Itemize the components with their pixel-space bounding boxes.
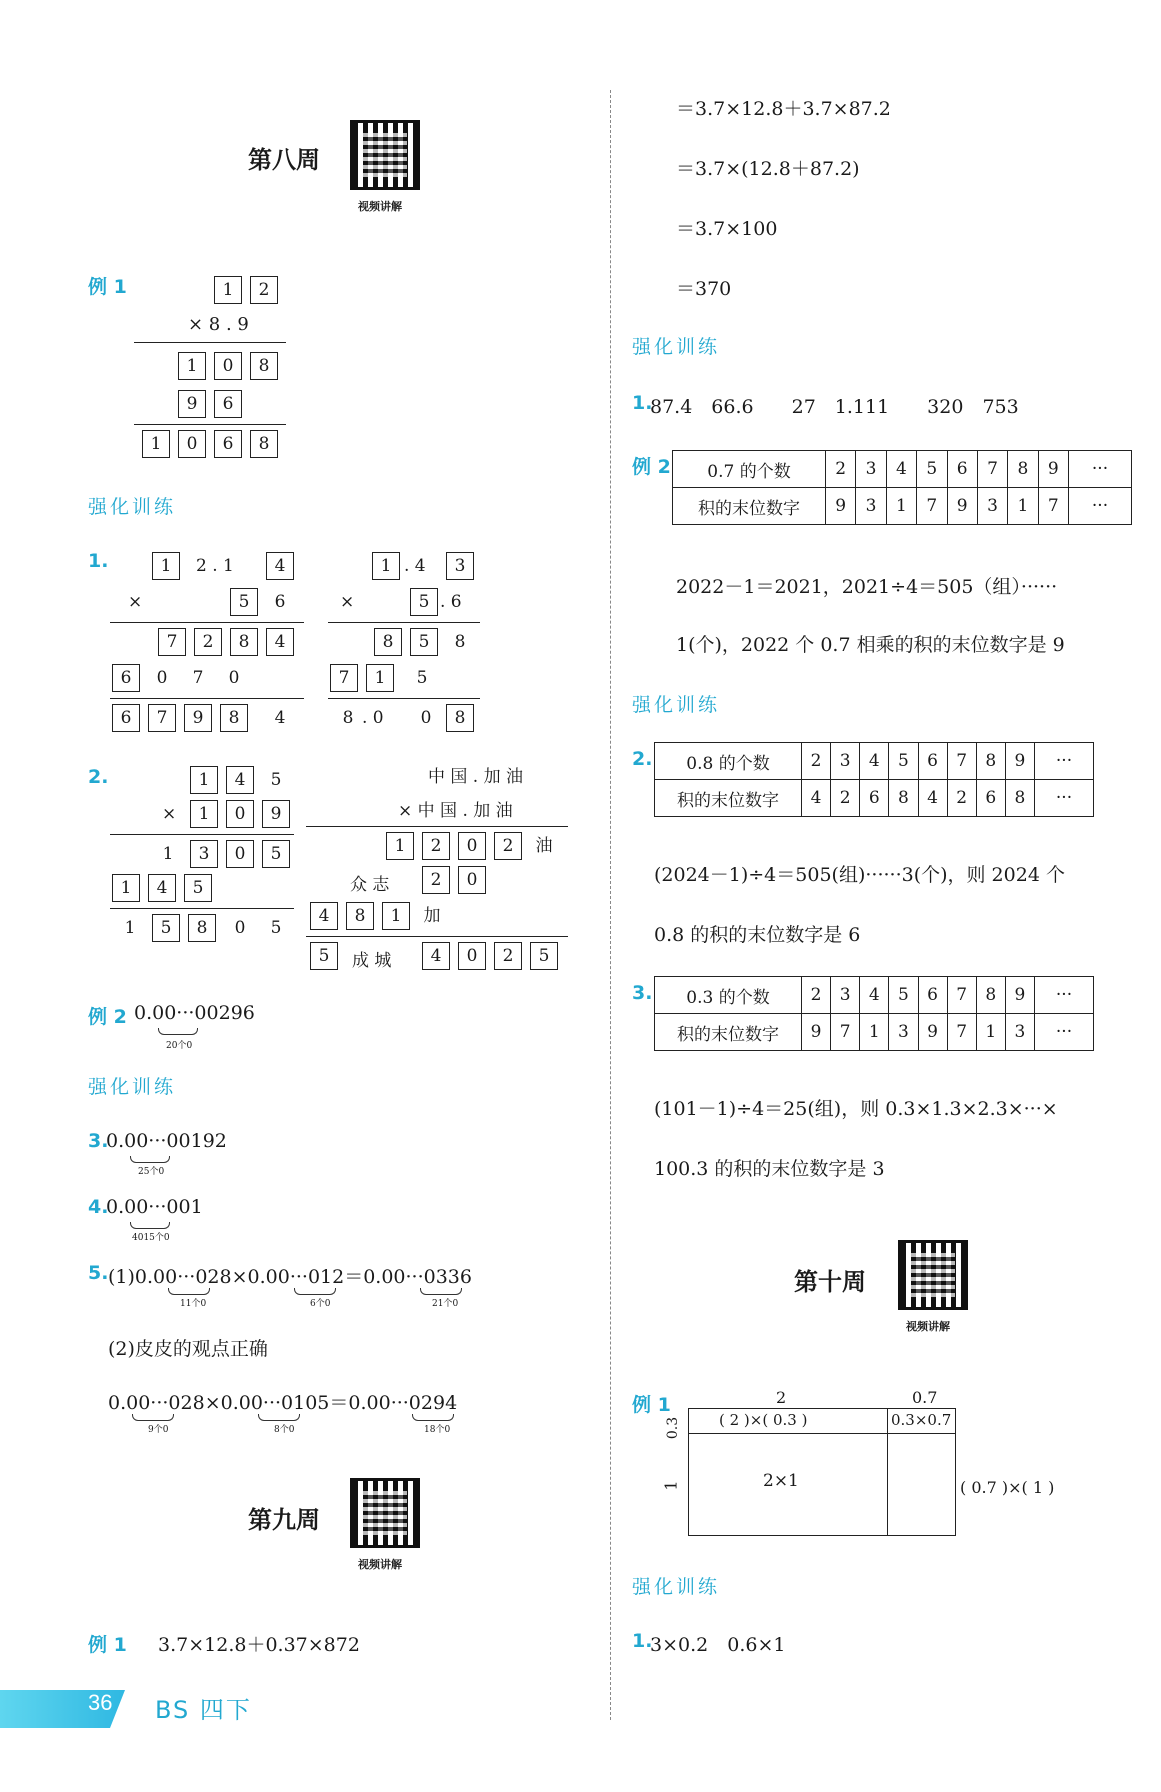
digit-box: 0	[226, 800, 254, 828]
calc-line: ＝370	[676, 278, 732, 300]
answer-text: (2)皮皮的观点正确	[108, 1338, 268, 1360]
answer-text: 0.8 的积的末位数字是 6	[654, 924, 861, 946]
question-number: 5.	[88, 1262, 109, 1284]
rule	[306, 826, 568, 827]
answer-text: 1(个)，2022 个 0.7 相乘的积的末位数字是 9	[676, 634, 1065, 656]
table-cell: 7	[947, 1014, 976, 1051]
table-cell: 9	[1005, 743, 1034, 780]
diagram-side-label: 1	[661, 1480, 681, 1491]
brace-note: 25个0	[138, 1167, 165, 1177]
digit-box: 0	[214, 352, 242, 380]
question-number: 1.	[632, 392, 653, 414]
table-header: 0.7 的个数	[673, 451, 826, 488]
qr-label: 视频讲解	[906, 1320, 950, 1333]
underbrace	[420, 1288, 462, 1295]
table-cell: 8	[1005, 780, 1034, 817]
digit: 1	[124, 918, 136, 938]
rule	[134, 424, 286, 425]
digit-box: 2	[494, 942, 522, 970]
table-cell: 4	[860, 977, 889, 1014]
table-cell: 3	[977, 488, 1007, 525]
diagram-cell: ( 2 )×( 0.3 )	[719, 1411, 808, 1429]
digit-box: 8	[250, 352, 278, 380]
answer-text: 3×0.2 0.6×1	[650, 1634, 786, 1656]
week8-title: 第八周	[248, 146, 320, 174]
calc-line: ＝3.7×100	[676, 218, 778, 240]
digit: 0	[234, 918, 246, 938]
table-cell: 4	[802, 780, 831, 817]
digit-box: 5	[262, 840, 290, 868]
digit-box: 3	[446, 552, 474, 580]
table-0-8	[654, 742, 1094, 817]
table-cell: ···	[1035, 743, 1094, 780]
question-number: 2.	[88, 766, 109, 788]
brace-note: 4015个0	[132, 1233, 170, 1243]
underbrace	[294, 1288, 336, 1295]
brace-note: 18个0	[424, 1425, 451, 1435]
digit: 油	[535, 836, 553, 856]
digit-box: 1	[178, 352, 206, 380]
digit-box: 5	[410, 628, 438, 656]
question-number: 1.	[88, 550, 109, 572]
table-cell: 2	[802, 743, 831, 780]
table-cell: 6	[976, 780, 1005, 817]
brace-note: 21个0	[432, 1299, 459, 1309]
example-label: 例 2	[632, 456, 671, 478]
digit: 8	[454, 632, 466, 652]
digit-box: 4	[422, 942, 450, 970]
table-cell: 8	[976, 743, 1005, 780]
digit-box: 0	[178, 430, 206, 458]
digit-box: 1	[382, 902, 410, 930]
digit-box: 9	[184, 704, 212, 732]
digits: 2 . 1	[196, 556, 234, 576]
digit-box: 5	[410, 588, 438, 616]
digit-box: 4	[266, 552, 294, 580]
digit-box: 1	[386, 832, 414, 860]
table-cell: 3	[1005, 1014, 1034, 1051]
digit-box: 8	[230, 628, 258, 656]
diagram-vline	[887, 1409, 888, 1535]
table-cell: 9	[802, 1014, 831, 1051]
underbrace	[130, 1222, 170, 1229]
digits: . 0	[362, 708, 384, 728]
digit-box: 8	[374, 628, 402, 656]
digit: 6	[274, 592, 286, 612]
table-cell: 9	[826, 488, 856, 525]
digit-box: 2	[422, 866, 450, 894]
column-divider	[610, 90, 611, 1720]
question-number: 4.	[88, 1196, 109, 1218]
calc-line: ＝3.7×12.8＋3.7×87.2	[676, 98, 891, 120]
digit-box: 7	[158, 628, 186, 656]
times-sign: ×	[340, 592, 355, 612]
brace-note: 6个0	[310, 1299, 331, 1309]
rule	[134, 342, 286, 343]
table-cell: 2	[831, 780, 860, 817]
table-header: 0.8 的个数	[655, 743, 802, 780]
digit: 0	[228, 668, 240, 688]
digit-box: 2	[422, 832, 450, 860]
digit-box: 1	[372, 552, 400, 580]
word-digits: × 中 国 . 加 油	[398, 801, 513, 821]
diagram-side-label: 0.3	[665, 1416, 682, 1440]
digit-box: 4	[148, 874, 176, 902]
table-cell: 7	[1038, 488, 1068, 525]
table-cell: ···	[1069, 488, 1132, 525]
table-cell: 6	[860, 780, 889, 817]
digit-box: 0	[458, 832, 486, 860]
digit: 0	[420, 708, 432, 728]
table-header: 积的末位数字	[655, 780, 802, 817]
digit-box: 1	[366, 664, 394, 692]
table-cell: ···	[1035, 1014, 1094, 1051]
table-header: 0.3 的个数	[655, 977, 802, 1014]
digit-box: 5	[230, 588, 258, 616]
digit-box: 1	[190, 766, 218, 794]
multiplier: × 8 . 9	[188, 314, 249, 335]
digit-box: 7	[148, 704, 176, 732]
table-cell: 4	[918, 780, 947, 817]
table-cell: ···	[1069, 451, 1132, 488]
digit: 7	[192, 668, 204, 688]
table-cell: 4	[860, 743, 889, 780]
digit-box: 0	[226, 840, 254, 868]
table-cell: 2	[947, 780, 976, 817]
qr-code-icon	[350, 1478, 420, 1548]
answer-text: 0.00···028×0.00···0105＝0.00···0294	[108, 1392, 458, 1414]
digit: 1	[162, 844, 174, 864]
table-cell: 2	[802, 977, 831, 1014]
answer-text: 2022－1＝2021，2021÷4＝505（组）······	[676, 576, 1058, 598]
digit-box: 1	[152, 552, 180, 580]
table-cell: 7	[917, 488, 947, 525]
digit-box: 2	[194, 628, 222, 656]
digit-box: 1	[190, 800, 218, 828]
table-cell: 4	[886, 451, 916, 488]
qr-code-icon	[350, 120, 420, 190]
table-cell: 3	[856, 451, 886, 488]
digits: . 4	[404, 556, 426, 576]
table-cell: 8	[889, 780, 918, 817]
word-digits: 中 国 . 加 油	[428, 767, 524, 787]
answer-text: (1)0.00···028×0.00···012＝0.00···0336	[108, 1266, 472, 1288]
diagram-note: ( 0.7 )×( 1 )	[960, 1478, 1055, 1497]
table-cell: ···	[1035, 780, 1094, 817]
underbrace	[258, 1414, 300, 1421]
digit-box: 1	[214, 276, 242, 304]
qr-label: 视频讲解	[358, 1558, 402, 1571]
qr-code-icon	[898, 1240, 968, 1310]
rule	[110, 908, 294, 909]
digit-box: 8	[346, 902, 374, 930]
rule	[306, 936, 568, 937]
times-sign: ×	[128, 592, 143, 612]
table-cell: 7	[947, 743, 976, 780]
diagram-hline	[689, 1433, 955, 1434]
digit-box: 0	[458, 866, 486, 894]
table-cell: 6	[947, 451, 977, 488]
week10-title: 第十周	[794, 1268, 866, 1296]
underbrace	[168, 1288, 210, 1295]
table-cell: 5	[917, 451, 947, 488]
brace-note: 11个0	[180, 1299, 207, 1309]
section-heading: 强化训练	[88, 1076, 177, 1098]
digit-box: 3	[190, 840, 218, 868]
answer-text: 87.4 66.6 27 1.111 320 753	[650, 396, 1019, 418]
digit: 8	[342, 708, 354, 728]
table-0-3	[654, 976, 1094, 1051]
diagram-cell: 0.3×0.7	[891, 1411, 952, 1429]
series-label: BS 四下	[155, 1696, 252, 1724]
digit: 加	[423, 906, 441, 926]
digit-box: 1	[142, 430, 170, 458]
section-heading: 强化训练	[632, 1576, 721, 1598]
answer-text: 0.00···00296	[134, 1002, 255, 1024]
question-number: 1.	[632, 1630, 653, 1652]
digit-box: 8	[250, 430, 278, 458]
diagram-top-label: 0.7	[912, 1388, 938, 1407]
answer-text: 100.3 的积的末位数字是 3	[654, 1158, 885, 1180]
table-cell: 8	[1008, 451, 1038, 488]
table-cell: 1	[886, 488, 916, 525]
table-cell: 3	[856, 488, 886, 525]
digits: . 6	[440, 592, 462, 612]
digit-box: 2	[494, 832, 522, 860]
digit-box: 5	[184, 874, 212, 902]
question-number: 3.	[88, 1130, 109, 1152]
table-cell: 6	[918, 977, 947, 1014]
table-header: 积的末位数字	[673, 488, 826, 525]
page-number: 36	[88, 1690, 113, 1715]
underbrace	[158, 1028, 198, 1035]
table-cell: 9	[1038, 451, 1068, 488]
digit-box: 4	[310, 902, 338, 930]
table-cell: 2	[826, 451, 856, 488]
digit-box: 5	[152, 914, 180, 942]
digit-box: 5	[310, 942, 338, 970]
table-cell: 7	[977, 451, 1007, 488]
table-cell: 9	[947, 488, 977, 525]
table-header: 积的末位数字	[655, 1014, 802, 1051]
digit: 5	[416, 668, 428, 688]
word-digits: 成 城	[352, 951, 392, 971]
table-cell: 3	[831, 977, 860, 1014]
table-cell: 1	[860, 1014, 889, 1051]
rule	[328, 622, 480, 623]
digit-box: 8	[446, 704, 474, 732]
digit-box: 7	[330, 664, 358, 692]
example-label: 例 2	[88, 1006, 127, 1028]
table-cell: ···	[1035, 977, 1094, 1014]
table-cell: 5	[889, 977, 918, 1014]
digit-box: 9	[178, 390, 206, 418]
question-number: 3.	[632, 982, 653, 1004]
digit: 5	[270, 770, 282, 790]
answer-text: 0.00···001	[106, 1196, 203, 1218]
rule	[328, 698, 480, 699]
table-cell: 3	[889, 1014, 918, 1051]
answer-text: (101－1)÷4＝25(组)，则 0.3×1.3×2.3×···×	[654, 1098, 1058, 1120]
digit-box: 0	[458, 942, 486, 970]
word-digits: 众 志	[350, 875, 390, 895]
answer-text: 0.00···00192	[106, 1130, 227, 1152]
digit-box: 5	[530, 942, 558, 970]
brace-note: 9个0	[148, 1425, 169, 1435]
table-cell: 9	[1005, 977, 1034, 1014]
answer-text: (2024－1)÷4＝505(组)······3(个)，则 2024 个	[654, 864, 1065, 886]
digit-box: 2	[250, 276, 278, 304]
table-cell: 8	[976, 977, 1005, 1014]
diagram-cell: 2×1	[763, 1471, 799, 1491]
section-heading: 强化训练	[88, 496, 177, 518]
table-cell: 6	[918, 743, 947, 780]
digit-box: 6	[214, 430, 242, 458]
underbrace	[132, 1414, 174, 1421]
question-number: 2.	[632, 748, 653, 770]
table-cell: 7	[947, 977, 976, 1014]
example-label: 例 1	[88, 276, 127, 298]
rule	[110, 698, 304, 699]
calc-line: ＝3.7×(12.8＋87.2)	[676, 158, 860, 180]
example-label: 例 1	[88, 1634, 127, 1656]
underbrace	[130, 1156, 170, 1163]
brace-note: 8个0	[274, 1425, 295, 1435]
table-cell: 1	[1008, 488, 1038, 525]
digit: 0	[156, 668, 168, 688]
rule	[110, 622, 304, 623]
section-heading: 强化训练	[632, 694, 721, 716]
table-0-7	[672, 450, 1132, 525]
digit-box: 4	[266, 628, 294, 656]
digit-box: 1	[112, 874, 140, 902]
table-cell: 5	[889, 743, 918, 780]
brace-note: 20个0	[166, 1041, 193, 1051]
table-cell: 7	[831, 1014, 860, 1051]
digit-box: 8	[188, 914, 216, 942]
area-diagram	[688, 1408, 956, 1536]
digit-box: 8	[220, 704, 248, 732]
qr-label: 视频讲解	[358, 200, 402, 213]
answer-text: 3.7×12.8＋0.37×872	[158, 1634, 360, 1656]
digit: 4	[274, 708, 286, 728]
digit-box: 6	[112, 664, 140, 692]
rule	[110, 834, 294, 835]
times-sign: ×	[162, 804, 177, 824]
example-label: 例 1	[632, 1394, 671, 1416]
digit-box: 6	[112, 704, 140, 732]
table-cell: 3	[831, 743, 860, 780]
digit-box: 4	[226, 766, 254, 794]
table-cell: 9	[918, 1014, 947, 1051]
digit-box: 9	[262, 800, 290, 828]
table-cell: 1	[976, 1014, 1005, 1051]
diagram-top-label: 2	[776, 1388, 787, 1407]
week9-title: 第九周	[248, 1506, 320, 1534]
digit-box: 6	[214, 390, 242, 418]
section-heading: 强化训练	[632, 336, 721, 358]
digit: 5	[270, 918, 282, 938]
underbrace	[412, 1414, 454, 1421]
